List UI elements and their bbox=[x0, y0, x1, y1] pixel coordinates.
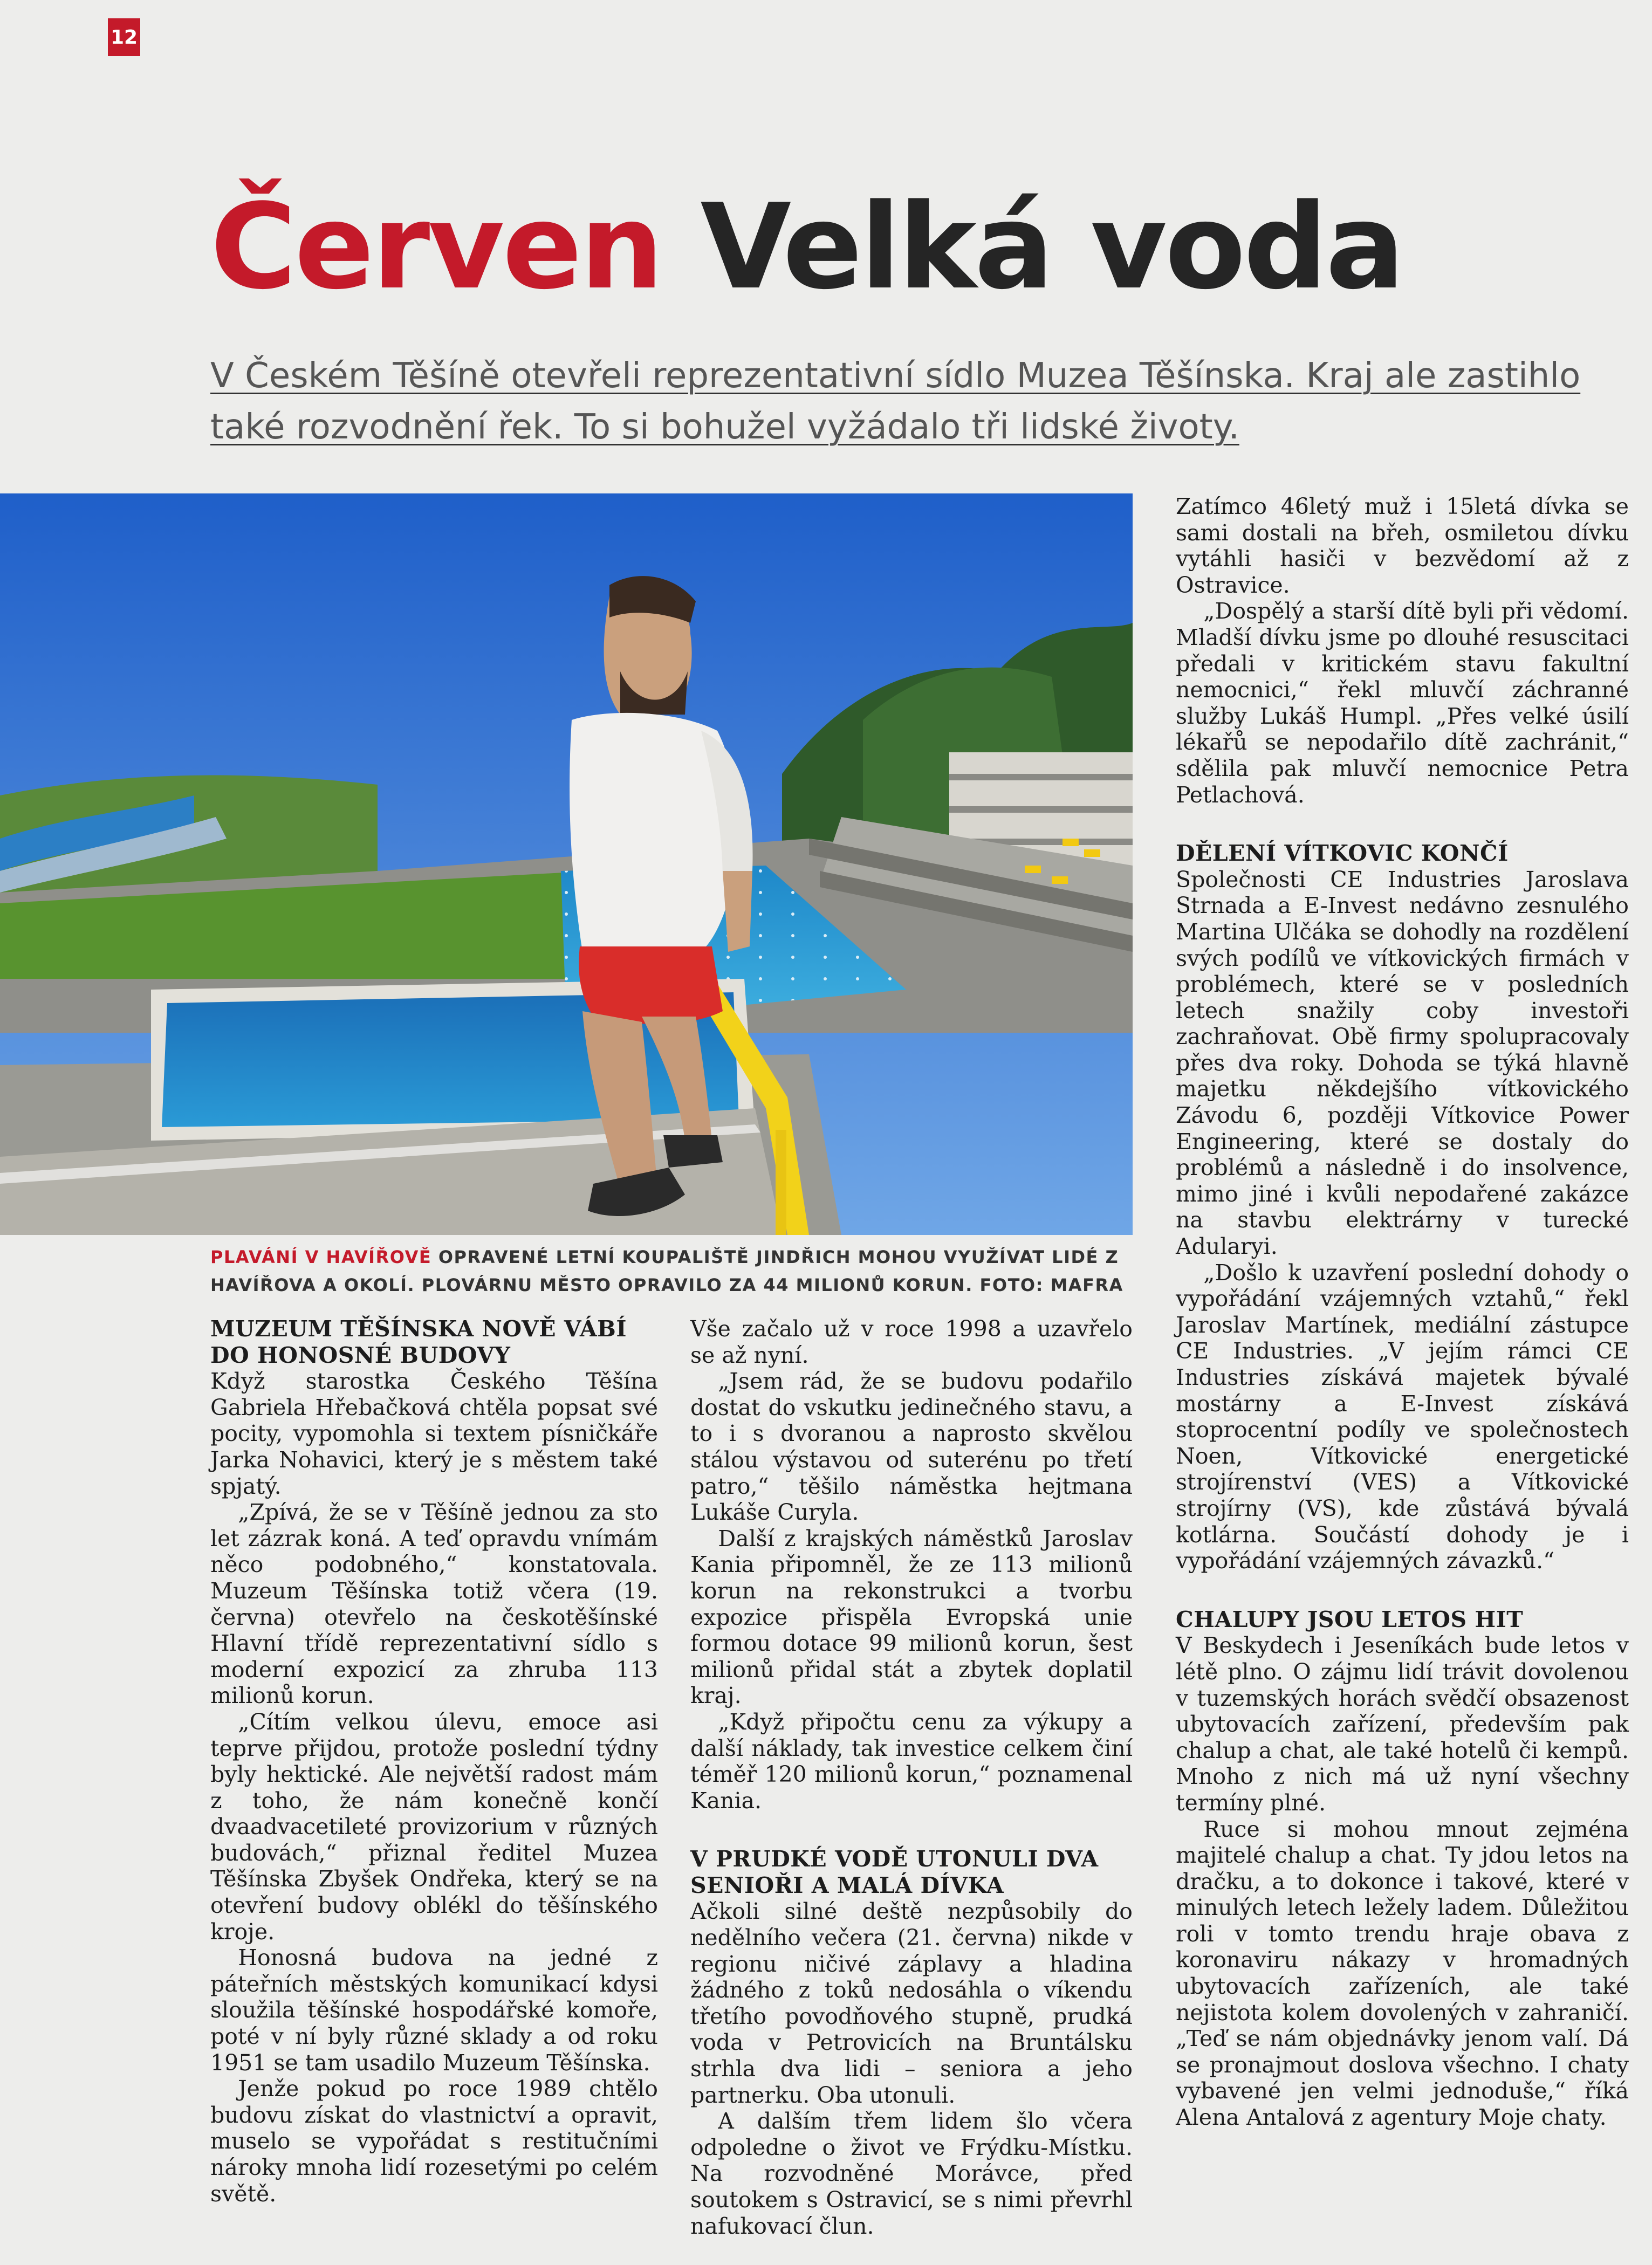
article-heading-vitkovice: DĚLENÍ VÍTKOVIC KONČÍ bbox=[1176, 840, 1509, 867]
article-heading-cottages: CHALUPY JSOU LETOS HIT bbox=[1176, 1606, 1524, 1632]
article-paragraph: „Jsem rád, že se budovu podařilo dostat do vskutku jedinečného stavu, a to i s dvoranou a naprosto skvělou stálou výstavou od suterénu po třetí patro,“ těšilo náměstka hejtmana Lukáše Curyla. bbox=[690, 1368, 1133, 1526]
page-headline bbox=[210, 179, 1403, 315]
article-paragraph: „Dospělý a starší dítě byli při vědomí. Mladší dívku jsme po dlouhé resuscitaci předali v kritickém stavu fakultní nemocnici,“ řekl mluvčí záchranné služby Lukáš Humpl. „Přes velké úsilí lékařů se nepodařilo dítě zachránit,“ sdělila pak mluvčí nemocnice Petra Petlachová. bbox=[1176, 598, 1629, 808]
article-paragraph: „Zpívá, že se v Těšíně jednou za sto let zázrak koná. A teď opravdu vnímám něco podobného,“ konstatovala. Muzeum Těšínska totiž včera (19. června) otevřelo na českotěšínské Hlavní třídě reprezentativní sídlo s moderní expozicí za zhruba 113 milionů korun. bbox=[210, 1499, 658, 1709]
article-paragraph: V Beskydech i Jeseníkách bude letos v létě plno. O zájmu lidí trávit dovolenou v tuzemských horách svědčí obsazenost ubytovacích zařízení, především pak chalup a chat, ale také hotelů či kempů. Mnoho z nich má už nyní všechny termíny plné. bbox=[1176, 1632, 1629, 1816]
headline-month: Červen bbox=[210, 179, 662, 315]
caption-text: OPRAVENÉ LETNÍ KOUPALIŠTĚ JINDŘICH MOHOU VYUŽÍVAT LIDÉ Z HAVÍŘOVA A OKOLÍ. PLOVÁRNU MĚSTO OPRAVILO ZA 44 MILIONŮ KORUN. FOTO: MAFRA bbox=[210, 1247, 1123, 1295]
article-paragraph: Další z krajských náměstků Jaroslav Kania připomněl, že ze 113 milionů korun na rekonstrukci a tvorbu expozice přispěla Evropská unie formou dotace 99 milionů korun, šest milionů přidal stát a zbytek doplatil kraj. bbox=[690, 1525, 1133, 1709]
headline-title: Velká voda bbox=[700, 179, 1403, 315]
article-paragraph: Vše začalo už v roce 1998 a uzavřelo se až nyní. bbox=[690, 1316, 1133, 1368]
article-paragraph: A dalším třem lidem šlo včera odpoledne o život ve Frýdku-Místku. Na rozvodněné Morávce, před soutokem s Ostravicí, se s nimi převrhl nafukovací člun. bbox=[690, 2108, 1133, 2239]
pool-photo bbox=[0, 493, 1133, 1235]
article-paragraph: Jenže pokud po roce 1989 chtělo budovu získat do vlastnictví a opravit, muselo se vypořádat s restitučními nároky mnoha lidí rozesetými po celém světě. bbox=[210, 2076, 658, 2207]
article-paragraph: Společnosti CE Industries Jaroslava Strnada a E-Invest nedávno zesnulého Martina Ulčáka se dohodly na rozdělení svých podílů ve vítkovických firmách v problémech, které se v posledních letech snažily coby investoři zachraňovat. Obě firmy spolupracovaly přes dva roky. Dohoda se týká hlavně majetku někdejšího vítkovického Závodu 6, později Vítkovice Power Engineering, které se dostaly do problémů a následně i do insolvence, mimo jiné i kvůli nepodařené zakázce na stavbu elektrárny v turecké Adularyi. bbox=[1176, 866, 1629, 1260]
article-paragraph: „Když připočtu cenu za výkupy a další náklady, tak investice celkem činí téměř 120 milionů korun,“ poznamenal Kania. bbox=[690, 1708, 1133, 1814]
lede: V Českém Těšíně otevřeli reprezentativní sídlo Muzea Těšínska. Kraj ale zastihlo také rozvodnění řek. To si bohužel vyžádalo tři lidské životy. bbox=[210, 356, 1581, 447]
article-paragraph: Zatímco 46letý muž i 15letá dívka se sami dostali na břeh, osmiletou dívku vytáhli hasiči v bezvědomí až z Ostravice. bbox=[1176, 493, 1629, 598]
caption-label: PLAVÁNÍ V HAVÍŘOVĚ bbox=[210, 1247, 432, 1267]
article-heading-museum: MUZEUM TĚŠÍNSKA NOVĚ VÁBÍ DO HONOSNÉ BUDOVY bbox=[210, 1316, 627, 1368]
article-paragraph: „Cítím velkou úlevu, emoce asi teprve přijdou, protože poslední týdny byly hektické. Ale největší radost mám z toho, že nám konečně končí dvaadvacetileté provizorium v různých budovách,“ přiznal ředitel Muzea Těšínska Zbyšek Ondřeka, který se na otevření budovy oblékl do těšínského kroje. bbox=[210, 1708, 658, 1945]
article-paragraph: Ruce si mohou mnout zejména majitelé chalup a chat. Ty jdou letos na dračku, a to dokonce i takové, které v minulých letech ležely ladem. Důležitou roli v tomto trendu hraje obava z koronaviru nákazy v hromadných ubytovacích zařízeních, ale také nejistota kolem dovolených v zahraničí. „Teď se nám objednávky jenom valí. Dá se pronajmout doslova všechno. I chaty vybavené jen velmi jednoduše,“ říká Alena Antalová z agentury Moje chaty. bbox=[1176, 1816, 1629, 2131]
article-paragraph: Když starostka Českého Těšína Gabriela Hřebačková chtěla popsat své pocity, vypomohla si textem písničkáře Jarka Nohavici, který je s městem také spjatý. bbox=[210, 1368, 658, 1499]
page-number: 12 bbox=[108, 18, 140, 56]
article-paragraph: Honosná budova na jedné z páteřních městských komunikací kdysi sloužila těšínské hospodářské komoře, poté v ní byly různé sklady a od roku 1951 se tam usadilo Muzeum Těšínska. bbox=[210, 1945, 658, 2076]
photo-caption bbox=[210, 1243, 1133, 1299]
column-3 bbox=[1176, 493, 1629, 2131]
article-paragraph: „Došlo k uzavření poslední dohody o vypořádání vzájemných vztahů,“ řekl Jaroslav Martínek, mediální zástupce CE Industries. „V jejím rámci CE Industries získává majetek bývalé mostárny a E-Invest získává stoprocentní podíly ve společnostech Noen, Vítkovické energetické strojírenství (VES) a Vítkovické strojírny (VS), kde zůstává bývalá kotlárna. Součástí dohody je i vypořádání vzájemných závazků.“ bbox=[1176, 1259, 1629, 1574]
column-1 bbox=[210, 1316, 658, 2207]
article-heading-flood: V PRUDKÉ VODĚ UTONULI DVA SENIOŘI A MALÁ DÍVKA bbox=[690, 1846, 1099, 1898]
column-2 bbox=[690, 1316, 1133, 2239]
article-paragraph: Ačkoli silné deště nezpůsobily do nedělního večera (21. června) nikde v regionu ničivé záplavy a hladina žádného z toků nedosáhla o víkendu třetího povodňového stupně, prudká voda v Petrovicích na Bruntálsku strhla dva lidi – seniora a jeho partnerku. Oba utonuli. bbox=[690, 1898, 1133, 2108]
